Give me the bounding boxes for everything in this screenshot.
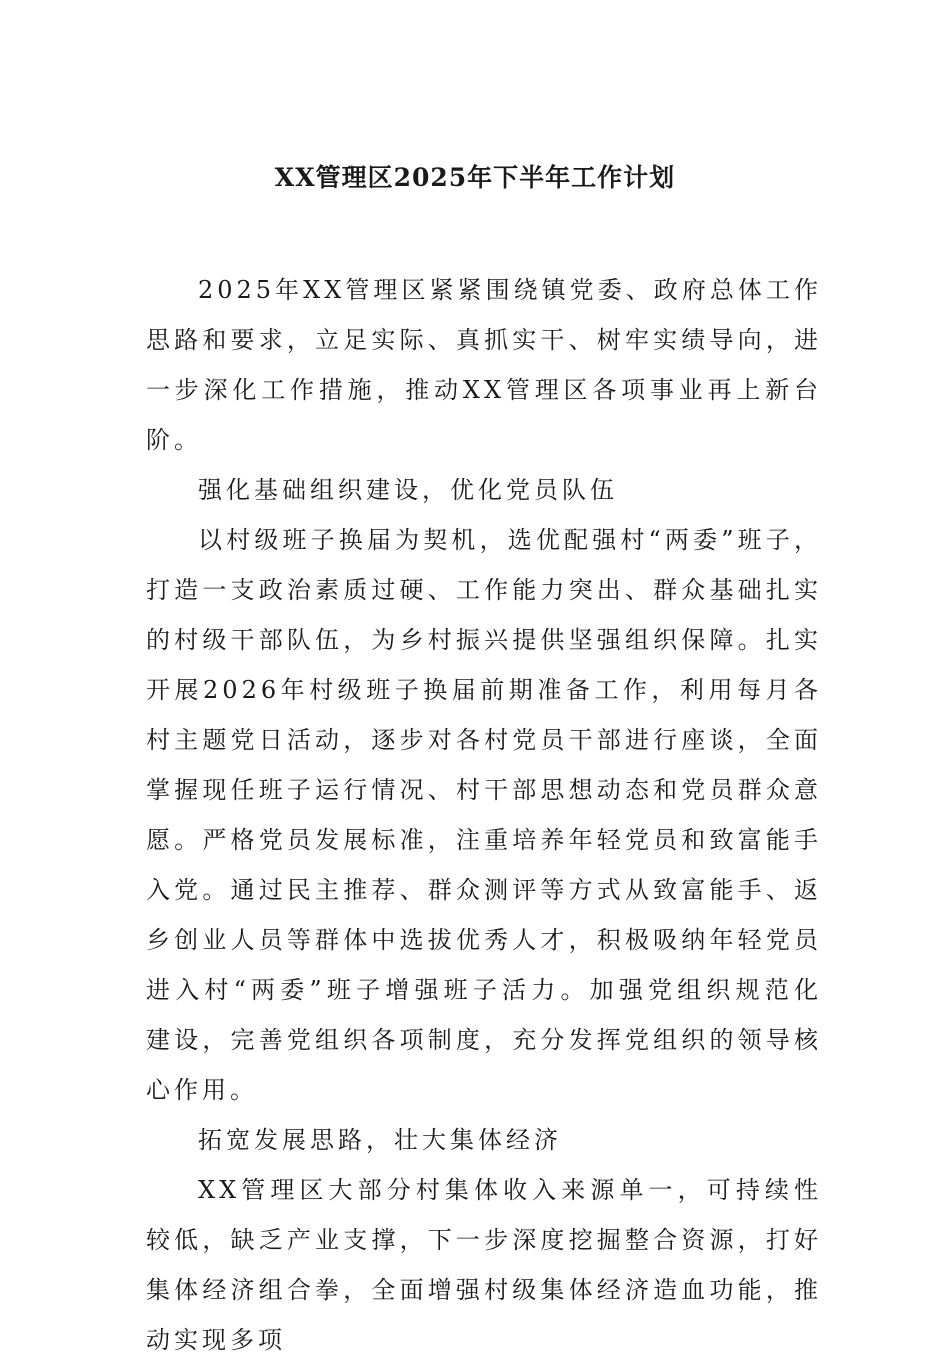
organization-paragraph: 以村级班子换届为契机，选优配强村“两委”班子，打造一支政治素质过硬、工作能力突出、群众基础扎实的村级干部队伍，为乡村振兴提供坚强组织保障。扎实开展2026年村级班子换届前期准备工作，利用每月各村主题党日活动，逐步对各村党员干部进行座谈，全面掌握现任班子运行情况、村干部思想动态和党员群众意愿。严格党员发展标准，注重培养年轻党员和致富能手入党。通过民主推荐、群众测评等方式从致富能手、返乡创业人员等群体中选拔优秀人才，积极吸纳年轻党员进入村“两委”班子增强班子活力。加强党组织规范化建设，完善党组织各项制度，充分发挥党组织的领导核心作用。 [146,526,822,1104]
section-heading-organization: 强化基础组织建设，优化党员队伍 [198,476,618,504]
intro-paragraph: 2025年XX管理区紧紧围绕镇党委、政府总体工作思路和要求，立足实际、真抓实干、树牢实绩导向，进一步深化工作措施，推动XX管理区各项事业再上新台阶。 [146,276,822,454]
document-body [146,265,822,1365]
economy-paragraph: XX管理区大部分村集体收入来源单一，可持续性较低，缺乏产业支撑，下一步深度挖掘整合资源，打好集体经济组合拳，全面增强村级集体经济造血功能，推动实现多项 [146,1176,822,1354]
section-heading-economy: 拓宽发展思路，壮大集体经济 [198,1126,562,1154]
document-title: XX管理区2025年下半年工作计划 [274,163,676,192]
